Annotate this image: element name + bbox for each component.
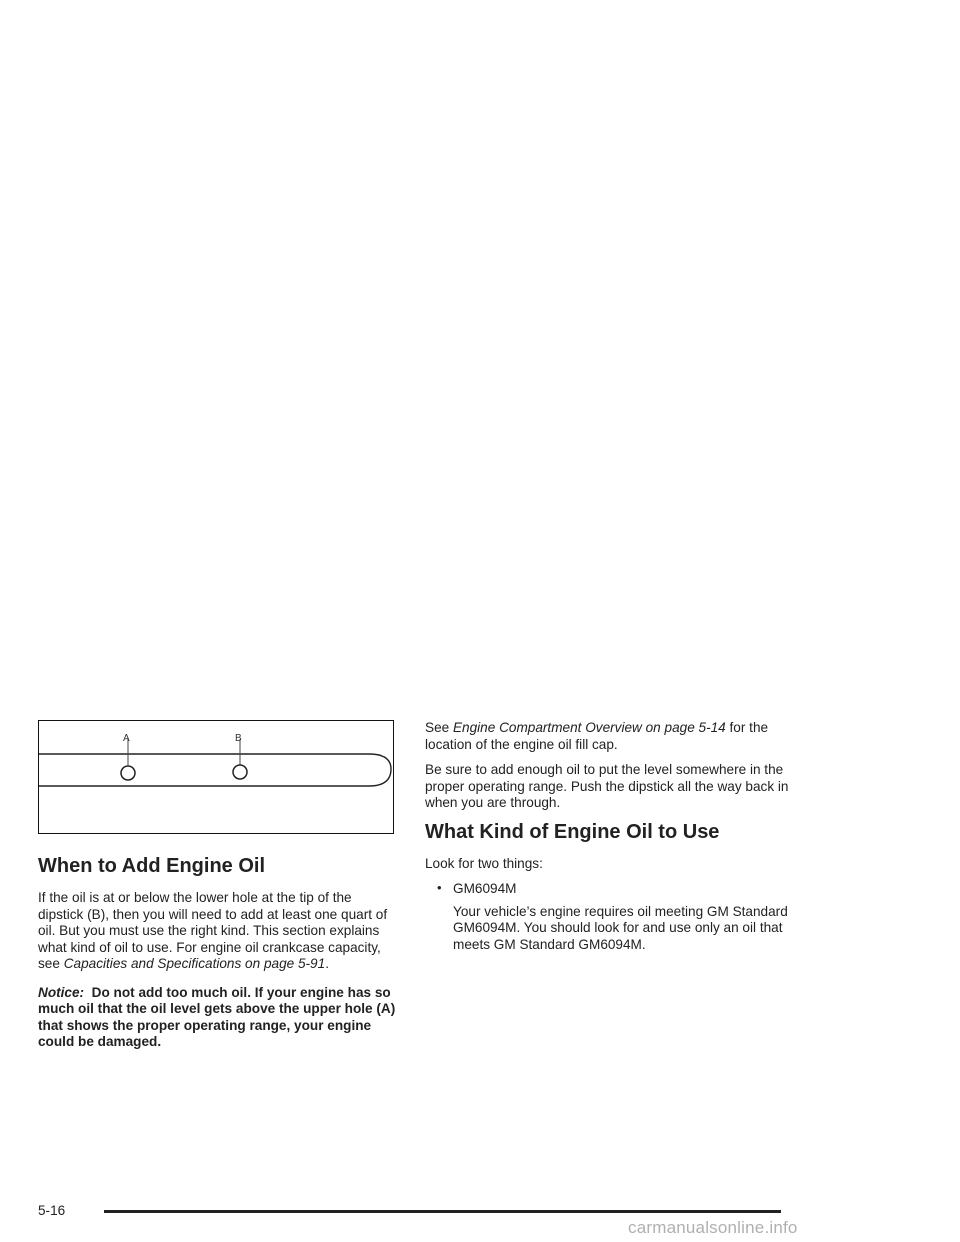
left-column bbox=[38, 720, 396, 1060]
lower-hole-b bbox=[233, 765, 247, 779]
heading-when-to-add: When to Add Engine Oil bbox=[38, 855, 266, 877]
bullet-description: Your vehicle’s engine requires oil meeting GM Standard GM6094M. You should look for and use only an oil that meets GM Standard GM6094M. bbox=[453, 903, 788, 952]
link-capacities[interactable]: Capacities and Specifications on page 5-91 bbox=[63, 956, 326, 971]
heading-what-kind: What Kind of Engine Oil to Use bbox=[425, 820, 720, 843]
dipstick-drawing bbox=[39, 721, 395, 835]
notice-text: Do not add too much oil. If your engine has so much oil that the oil level gets above the upper hole (A) that shows the proper operating range, your engine could be damaged. bbox=[38, 984, 396, 1049]
notice-label: Notice: bbox=[38, 984, 85, 1000]
link-engine-compartment[interactable]: Engine Compartment Overview on page 5-14 bbox=[452, 720, 726, 735]
dipstick-illustration bbox=[38, 720, 394, 834]
right-column bbox=[425, 720, 795, 953]
paragraph-look-for: Look for two things: bbox=[425, 855, 543, 871]
bullet-dot: • bbox=[437, 880, 442, 895]
footer-rule bbox=[104, 1210, 781, 1213]
upper-hole-a bbox=[121, 766, 135, 780]
bullet-item bbox=[425, 881, 795, 898]
label-b: B bbox=[235, 733, 242, 744]
paragraph-see: See Engine Compartment Overview on page 5-14 for the location of the engine oil fill cap. bbox=[425, 720, 769, 752]
notice-paragraph bbox=[38, 985, 396, 1051]
paragraph-when-to-add: If the oil is at or below the lower hole at the tip of the dipstick (B), then you will need to add at least one quart of oil. But you must use the right kind. This section explains what kind of oil to use. For engine oil crankcase capacity, see Capacities and Specifications on page 5-91. bbox=[38, 890, 388, 971]
watermark: carmanualsonline.info bbox=[628, 1218, 798, 1237]
paragraph-be-sure: Be sure to add enough oil to put the level somewhere in the proper operating range. Push the dipstick all the way back in when you are through. bbox=[425, 762, 789, 810]
bullet-label: GM6094M bbox=[453, 881, 517, 896]
label-a: A bbox=[123, 733, 130, 744]
page-number: 5-16 bbox=[38, 1203, 66, 1218]
